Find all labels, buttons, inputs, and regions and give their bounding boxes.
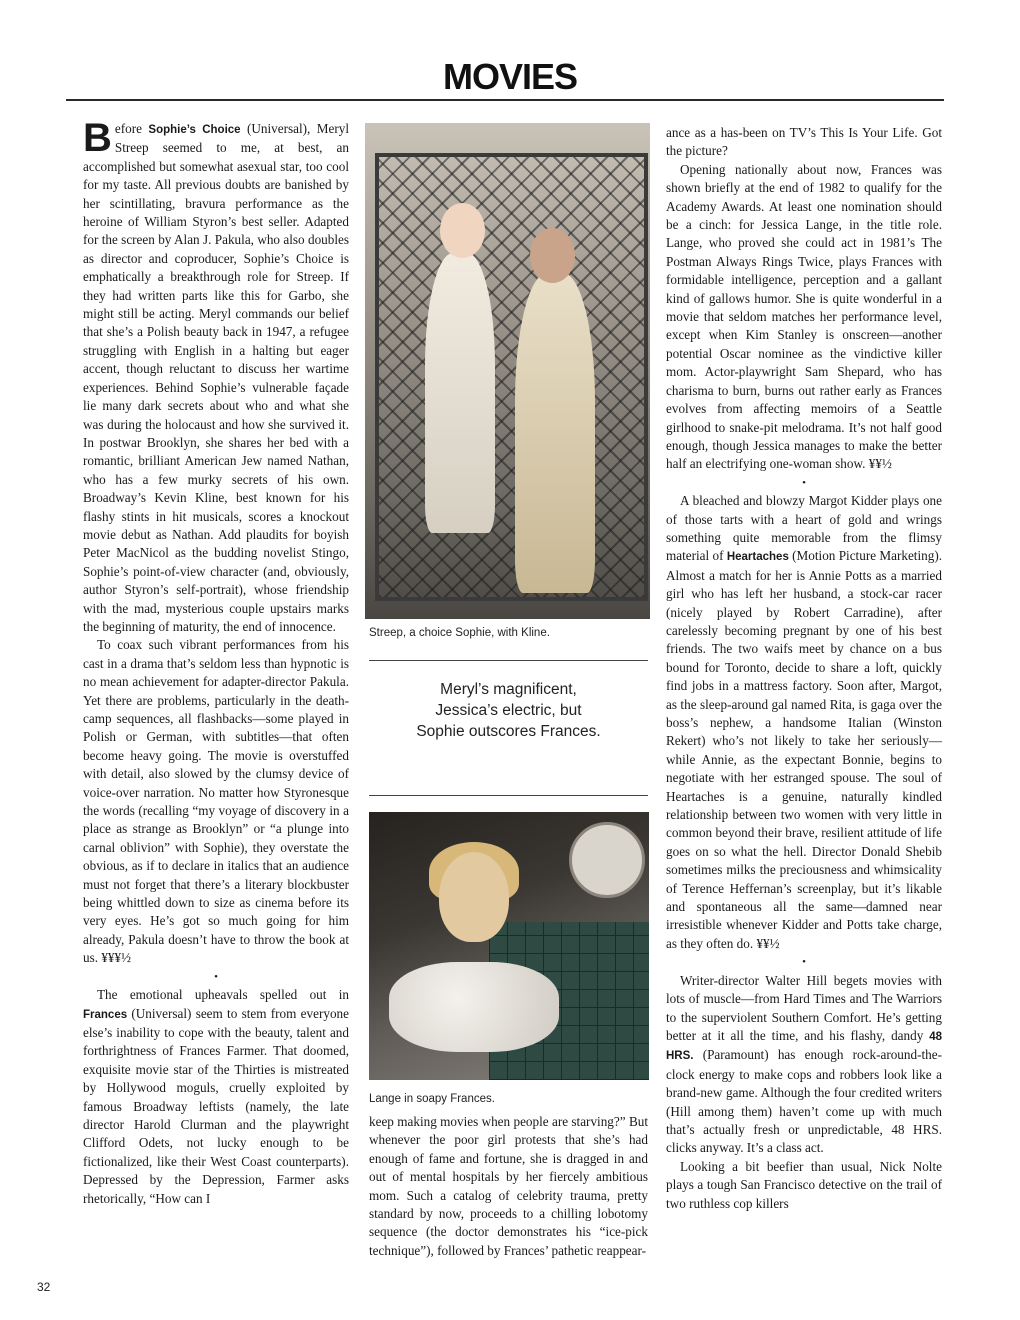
photo-figure-streep-head bbox=[440, 203, 485, 258]
film-title-48-hrs: 48 HRS. bbox=[666, 1030, 942, 1063]
review-sophies-choice-paragraph-1 bbox=[83, 116, 349, 636]
film-title-sophies-choice: Sophie’s Choice bbox=[148, 124, 241, 136]
right-column bbox=[666, 124, 942, 1213]
section-bullet: • bbox=[802, 476, 806, 489]
page-number: 32 bbox=[37, 1280, 51, 1294]
pull-quote-line-3: Sophie outscores Frances. bbox=[416, 723, 601, 740]
section-title: MOVIES bbox=[442, 56, 578, 97]
film-title-heartaches: Heartaches bbox=[726, 551, 789, 564]
pullquote-rule-top bbox=[369, 660, 648, 661]
review-48-hrs-paragraph-1 bbox=[666, 972, 942, 1158]
photo-frances bbox=[369, 812, 649, 1080]
review-frances-continuation-2: ance as a has-been on TV’s This Is Your Life. Got the picture? bbox=[666, 125, 942, 159]
review-frances-continuation: keep making movies when people are starving?” But whenever the poor girl protests that she’s had enough of fame and fortune, she is dragged in and out of mental hospitals by her fiercely ambitious mom. Such a catalog of celebrity trauma, pretty standard by now, proceeds to a chilling lobotomy sequence (the doctor demonstrates his “ice-pick technique”), followed by Frances’ pathetic reappear- bbox=[369, 1114, 648, 1258]
review3-lead: A bleached and blowzy Margot Kidder plays one of those tarts with a heart of gold and wrings something quite memorable from the flimsy material of bbox=[666, 493, 942, 564]
photo-cage-illustration bbox=[375, 153, 648, 601]
pull-quote-line-1: Meryl’s magnificent, bbox=[440, 681, 577, 698]
left-column bbox=[83, 116, 349, 1208]
review4-body: (Paramount) has enough rock-around-the-clock energy to make cops and robbers look like a brand-new game. Although the four credited writers (Hill among them) haven’t come up with much that’s actually fresh or unpredictable, 48 HRS. clicks anyway. It’s a class act. bbox=[666, 1047, 942, 1156]
section-bullet: • bbox=[802, 956, 806, 969]
review-frances-paragraph-1 bbox=[83, 986, 349, 1208]
film-title-frances: Frances bbox=[83, 1008, 128, 1021]
review4-lead: Writer-director Walter Hill begets movies with lots of muscle—from Hard Times and The Warriors to the superviolent Southern Comfort. He’s getting better at it all the time, and his flashy, dandy bbox=[666, 972, 942, 1043]
review-frances-paragraph-2: Opening nationally about now, Frances was shown briefly at the end of 1982 to qualify for the Academy Awards. At least one nomination should be a cinch: for Jessica Lange, in the title role. Lange, who proved she could act in 1981’s The Postman Always Rings Twice, plays Frances with formidable intelligence, perception and a gallant kind of gallows humor. She is quite wonderful in a movie that seldom matches her performance level, except when Kim Stanley is onscreen—another potential Oscar nominee as the vindictive killer mom. Actor-playwright Sam Shepard, who has charisma to burn, burns out rather early as Frances evolves from affecting memoirs of a Seattle girlhood to snake-pit melodrama. It’s not half good enough, though Jessica manages to make the better half an electrifying one-woman show. ¥¥½ bbox=[666, 161, 942, 472]
pullquote-rule-bottom bbox=[369, 795, 648, 796]
photo-figure-kline bbox=[515, 273, 595, 593]
middle-column-text bbox=[369, 1113, 648, 1260]
pull-quote bbox=[369, 679, 648, 742]
photo-caption-frances: Lange in soapy Frances. bbox=[369, 1093, 495, 1105]
review1-p1-body: (Universal), Meryl Streep seemed to me, at best, an accomplished but somewhat asexual star, too cool for my taste. All previous doubts are banished by her scintillating, bravura performance as the heroine of William Styron’s best seller. Adapted for the screen by Alan J. Pakula, who also doubles as director and coproducer, Sophie’s Choice is emphatically a breakthrough role for Streep. If they had written parts like this for Garbo, she might still be acting. Meryl commands our belief that she’s a Polish beauty back in 1947, a refugee struggling with English in a halting but eager accent, though reluctant to discuss her wartime experiences. Behind Sophie’s vulnerable façade lie many dark secrets about who and what she was during the holocaust and how she survived it. In postwar Brooklyn, she shares her bed with a romantic, brilliant American Jew named Nathan, who has a few murky secrets of his own. Broadway’s Kevin Kline, best known for his flashy stints in hit musicals, scores a knockout movie debut as Nathan. Add plaudits for boyish Peter MacNicol as the budding novelist Stingo, Sophie’s point-of-view character (and, obviously, author Styron’s self-portrait), whose friendship with the mad, mysterious couple upstairs marks the beginning of maturity, the end of innocence. bbox=[83, 121, 349, 634]
review-sophies-choice-paragraph-2: To coax such vibrant performances from his cast in a drama that’s seldom less than hypnotic is no mean achievement for adapter-director Pakula. Yet there are problems, particularly in the death-camp sequences, all flashbacks—some played in Polish or German, with subtitles—that often become heavy going. The movie is overstuffed with detail, also slowed by the clumsy device of voice-over narration. No matter how Styronesque the words (recalling “my voyage of discovery in a place as strange as Brooklyn” or “a plunge into carnal oblivion” with Sophie), they overstate the obvious, as if to declare in italics that an audience must not forget that there’s a literary blockbuster being whittled down to size as cinema before its very eyes. He’s got so much going for him already, Pakula doesn’t have to throw the book at us. ¥¥¥½ bbox=[83, 637, 349, 966]
review-48-hrs-paragraph-2: Looking a bit beefier than usual, Nick Nolte plays a tough San Francisco detective on the trail of two ruthless cop killers bbox=[666, 1158, 942, 1211]
drop-cap: B bbox=[83, 116, 112, 160]
photo-sophies-choice bbox=[365, 123, 650, 619]
review1-p1-lead: efore bbox=[114, 121, 149, 136]
review3-body: (Motion Picture Marketing). Almost a match for her is Annie Potts as a married girl who has left her husband, a stock-car racer (nicely played by Robert Carradine), after carelessly becoming pregnant by one of his best friends. The two waifs meet by chance on a bus bound for Toronto, decide to share a loft, quickly find jobs in a mattress factory. Soon after, Margot, as the sleep-around gal named Rita, is gaga over the boss’s nephew, a handsome Italian (Winston Rekert) who’s not likely to take her seriously—while Annie, as the expectant Bonnie, begins to negotiate with her estranged spouse. The soul of Heartaches is a genuine, naturally kindled relationship between two women with very little in common beyond their brave, resilient attitude of life goes on so what the hell. Director Donald Shebib sometimes milks the preciousness and whimsicality of Terence Heffernan’s screenplay, but it’s likable and spontaneous all the same—damned near irresistible whenever Kidder and Potts take charge, as they often do. ¥¥½ bbox=[666, 548, 943, 951]
photo-figure-kline-head bbox=[530, 228, 575, 283]
photo-figure-streep bbox=[425, 253, 495, 533]
photo-caption-sophie: Streep, a choice Sophie, with Kline. bbox=[369, 627, 550, 639]
review2-p1-body: (Universal) seem to stem from everyone else’s inability to cope with the beauty, talent and forthrightness of Frances Farmer. That doomed, exquisite movie star of the Thirties is mistreated by Hollywood moguls, cruelly exploited by famous Broadway leftists (namely, the late director Harold Clurman and the playwright Clifford Odets, not lucky enough to be fictionalized, like their West Coast counterparts). Depressed by the Depression, Farmer asks rhetorically, “How can I bbox=[83, 1005, 349, 1206]
pull-quote-line-2: Jessica’s electric, but bbox=[435, 702, 582, 719]
section-bullet: • bbox=[214, 970, 218, 983]
photo-wall-plate bbox=[569, 822, 645, 898]
header-rule bbox=[66, 99, 944, 101]
photo-bath-foam bbox=[389, 962, 559, 1052]
photo-figure-lange-head bbox=[439, 852, 509, 942]
review2-p1-lead: The emotional upheavals spelled out in bbox=[97, 987, 349, 1003]
review-heartaches bbox=[666, 492, 942, 953]
